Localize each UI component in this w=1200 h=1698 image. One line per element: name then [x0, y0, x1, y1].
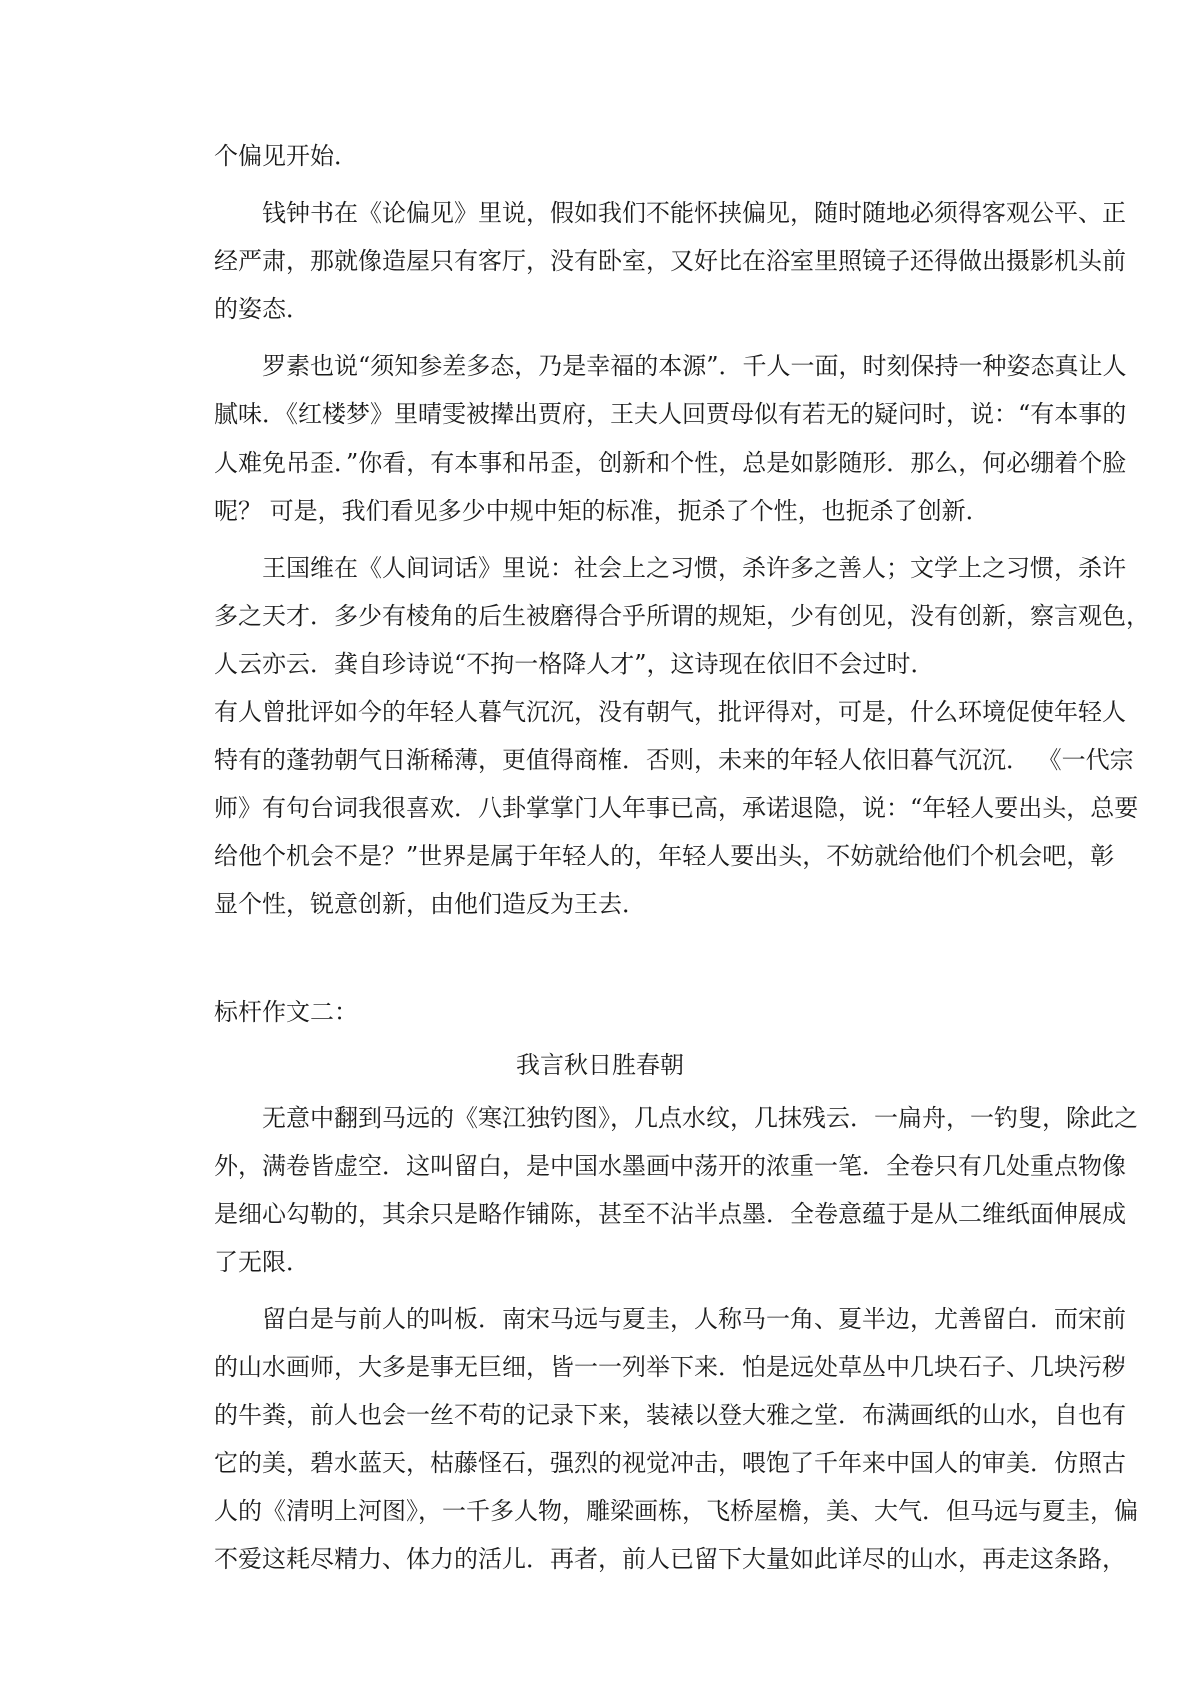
text-line: 它的美，碧水蓝天，枯藤怪石，强烈的视觉冲击，喂饱了千年来中国人的审美．仿照古: [214, 1449, 1126, 1477]
text-line: 的牛粪，前人也会一丝不苟的记录下来，装裱以登大雅之堂．布满画纸的山水，自也有: [214, 1401, 1126, 1429]
text-line: 是细心勾勒的，其余只是略作铺陈，甚至不沾半点墨．全卷意蕴于是从二维纸面伸展成: [214, 1200, 1126, 1228]
text-line: 特有的蓬勃朝气日渐稀薄，更值得商榷．否则，未来的年轻人依旧暮气沉沉． 《一代宗: [214, 746, 1134, 774]
text-line: 外，满卷皆虚空．这叫留白，是中国水墨画中荡开的浓重一笔．全卷只有几处重点物像: [214, 1152, 1126, 1180]
text-line: 给他个机会不是？”世界是属于年轻人的，年轻人要出头，不妨就给他们个机会吧，彰: [214, 842, 1115, 870]
text-line: 人难免吊歪．”你看，有本事和吊歪，创新和个性，总是如影随形．那么，何必绷着个脸: [214, 449, 1127, 477]
text-line: 呢？ 可是，我们看见多少中规中矩的标准，扼杀了个性，也扼杀了创新．: [214, 497, 990, 525]
paragraph-first-line: 钱钟书在《论偏见》里说，假如我们不能怀挟偏见，随时随地必须得客观公平、正: [262, 199, 1126, 227]
text-line: 的姿态．: [214, 295, 310, 323]
text-line: 腻味．《红楼梦》里晴雯被撵出贾府，王夫人回贾母似有若无的疑问时，说：“有本事的: [214, 400, 1127, 428]
section-label: 标杆作文二：: [214, 998, 358, 1026]
paragraph-first-line: 王国维在《人间词话》里说：社会上之习惯，杀许多之善人；文学上之习惯，杀许: [262, 554, 1126, 582]
text-line: 师》有句台词我很喜欢．八卦掌掌门人年事已高，承诺退隐，说：“年轻人要出头，总要: [214, 794, 1139, 822]
text-line: 的山水画师，大多是事无巨细，皆一一列举下来．怕是远处草丛中几块石子、几块污秽: [214, 1353, 1126, 1381]
paragraph-first-line: 无意中翻到马远的《寒江独钓图》，几点水纹，几抹残云．一扁舟，一钓叟，除此之: [262, 1104, 1138, 1132]
text-line: 了无限．: [214, 1248, 310, 1276]
essay-title: 我言秋日胜春朝: [516, 1051, 684, 1079]
paragraph-first-line: 有人曾批评如今的年轻人暮气沉沉，没有朝气，批评得对，可是，什么环境促使年轻人: [214, 698, 1126, 726]
text-line: 人云亦云．龚自珍诗说“不拘一格降人才”，这诗现在依旧不会过时．: [214, 650, 935, 678]
text-line: 多之天才．多少有棱角的后生被磨得合乎所谓的规矩，少有创见，没有创新，察言观色，: [214, 602, 1150, 630]
text-line: 显个性，锐意创新，由他们造反为王去．: [214, 890, 646, 918]
text-line: 人的《清明上河图》，一千多人物，雕梁画栋，飞桥屋檐，美、大气．但马远与夏圭，偏: [214, 1497, 1138, 1525]
text-line: 不爱这耗尽精力、体力的活儿．再者，前人已留下大量如此详尽的山水，再走这条路，: [214, 1545, 1126, 1573]
paragraph-first-line: 留白是与前人的叫板．南宋马远与夏圭，人称马一角、夏半边，尤善留白．而宋前: [262, 1305, 1126, 1333]
text-line: 个偏见开始．: [214, 142, 358, 170]
text-line: 经严肃，那就像造屋只有客厅，没有卧室，又好比在浴室里照镜子还得做出摄影机头前: [214, 247, 1126, 275]
paragraph-first-line: 罗素也说“须知参差多态，乃是幸福的本源”．千人一面，时刻保持一种姿态真让人: [262, 352, 1127, 380]
